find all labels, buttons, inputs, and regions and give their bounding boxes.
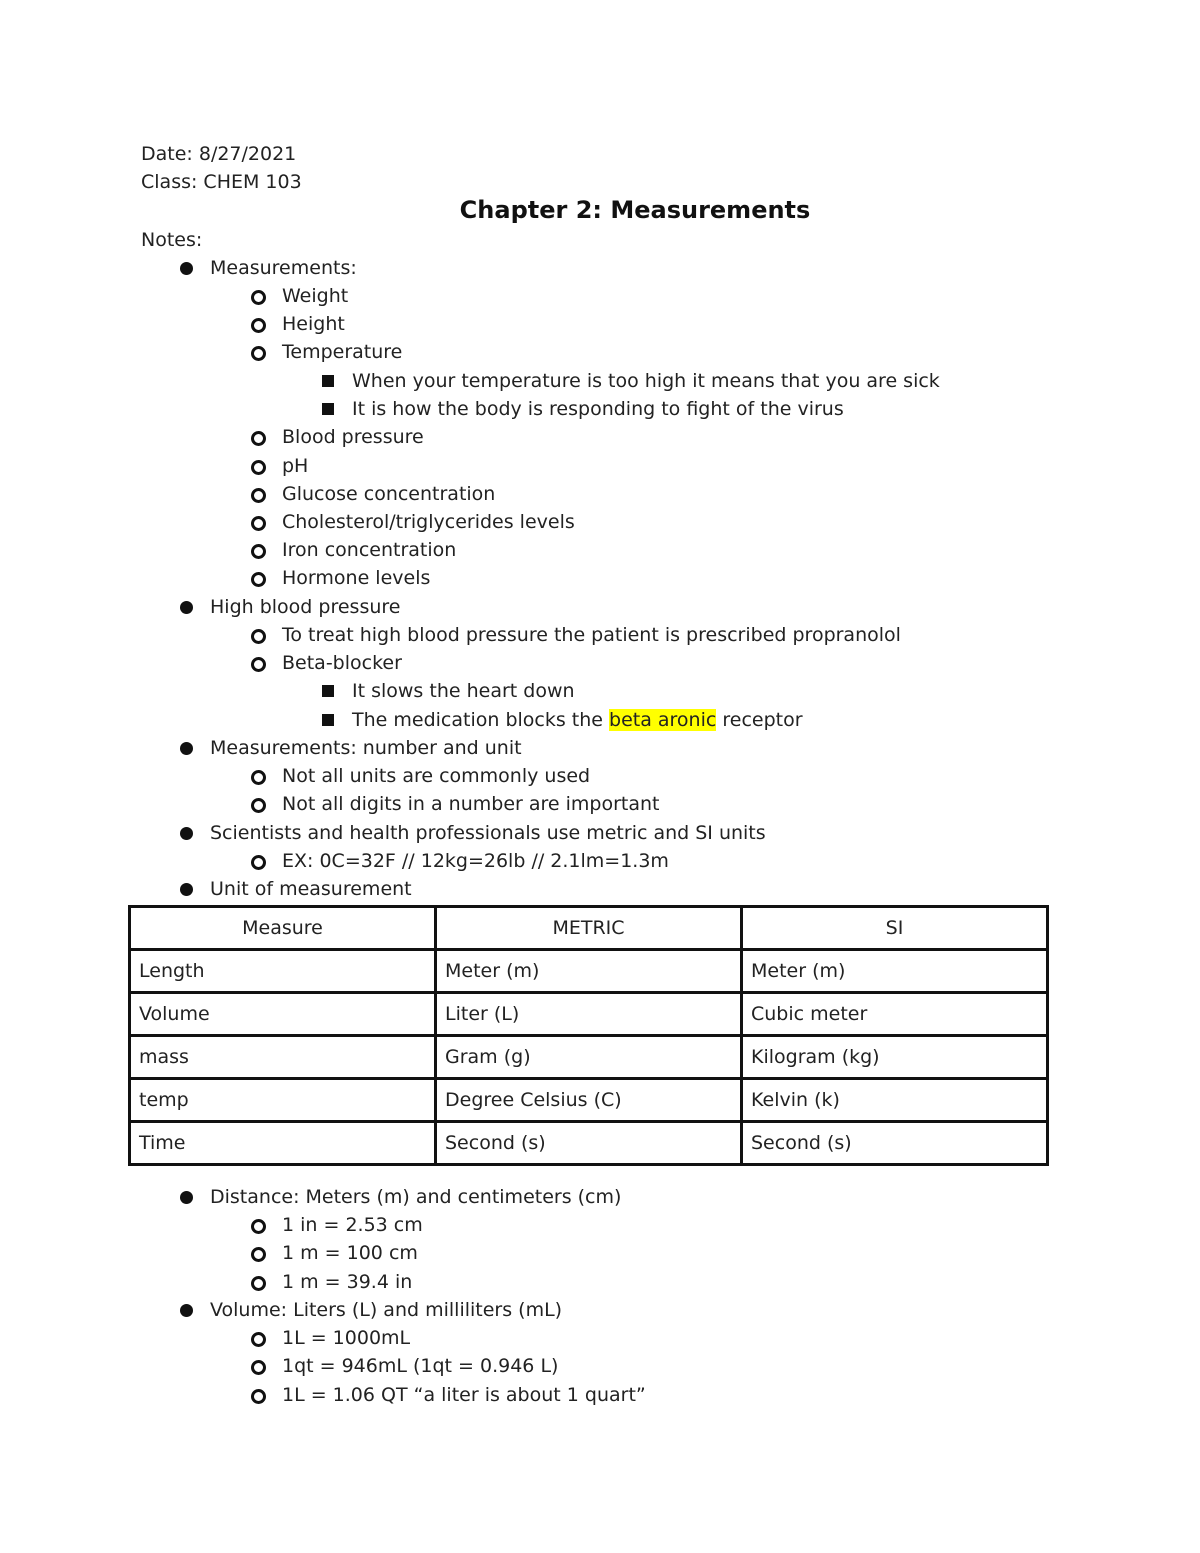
- table-cell: Time: [130, 1122, 436, 1165]
- bullet-circle-icon: [250, 847, 270, 875]
- bullet-circle-icon: [250, 564, 270, 592]
- table-cell: Length: [130, 950, 436, 993]
- bullet-circle-icon: [250, 480, 270, 508]
- table-cell: Gram (g): [436, 1036, 742, 1079]
- bullet-circle-icon: [250, 1352, 270, 1380]
- table-cell: Kilogram (kg): [742, 1036, 1048, 1079]
- bullet-circle-icon: [250, 649, 270, 677]
- table-cell: Meter (m): [436, 950, 742, 993]
- bullet-circle-icon: [250, 282, 270, 310]
- bullet-disc-icon: [178, 593, 198, 621]
- bullet-circle-icon: [250, 621, 270, 649]
- bullet-circle-icon: [250, 310, 270, 338]
- bullet-circle-icon: [250, 1239, 270, 1267]
- table-row: [130, 1036, 1048, 1079]
- table-row: [130, 1122, 1048, 1165]
- table-cell: Cubic meter: [742, 993, 1048, 1036]
- bullet-disc-icon: [178, 734, 198, 762]
- table-row: [130, 1079, 1048, 1122]
- bullet-circle-icon: [250, 1381, 270, 1409]
- bullet-square-icon: [320, 677, 340, 705]
- bullet-disc-icon: [178, 875, 198, 903]
- bullet-circle-icon: [250, 762, 270, 790]
- bullet-circle-icon: [250, 1324, 270, 1352]
- document-page: Date: 8/27/2021 Class: CHEM 103 Chapter 2: Measurements Notes: Measurements: Weight Height Temperature When your temperature is too high it means that you are sick It is how the body is responding to fight of the virus Blood pressure pH Glucose concentration Cholesterol/triglycerides levels Iron concentration Hormone levels High blood pressure To treat high blood pressure the patient is prescribed propranolol Beta-blocker It slows the heart down The medication blocks the beta aronic receptor Measurements: number and unit Not all units are commonly used Not all digits in a number are important Scientists and health professionals use metric and SI units EX: 0C=32F // 12kg=26lb // 2.1lm=1.3m Unit of measurement Measure METRIC SI Length Meter (m) Meter (m) Volume Liter (L) Cubic meter mass Gram (g) Kilogram (kg) temp Degree Celsius (C) Kelvin (k) Time Second (s) Second (s) Distance: Meters (m) and centimeters (cm) 1 in = 2.53 cm 1 m = 100 cm 1 m = 39.4 in Volume: Liters (L) and milliliters (mL) 1L = 1000mL 1qt = 946mL (1qt = 0.946 L) 1L = 1.06 QT “a liter is about 1 quart”: [0, 0, 1200, 1553]
- bullet-circle-icon: [250, 1268, 270, 1296]
- bullet-circle-icon: [250, 536, 270, 564]
- highlighted-text: beta aronic: [609, 709, 717, 731]
- bullet-circle-icon: [250, 508, 270, 536]
- units-table: [128, 905, 1049, 1166]
- table-cell: Degree Celsius (C): [436, 1079, 742, 1122]
- table-cell: Kelvin (k): [742, 1079, 1048, 1122]
- table-row: [130, 950, 1048, 993]
- text-segment: receptor: [716, 709, 803, 731]
- table-cell: Meter (m): [742, 950, 1048, 993]
- table-cell: Second (s): [742, 1122, 1048, 1165]
- bullet-circle-icon: [250, 423, 270, 451]
- text-segment: The medication blocks the: [352, 709, 610, 731]
- page-title: Chapter 2: Measurements: [459, 196, 811, 224]
- table-cell: mass: [130, 1036, 436, 1079]
- date-line: Date: 8/27/2021: [141, 143, 297, 165]
- bullet-disc-icon: [178, 819, 198, 847]
- bullet-disc-icon: [178, 1296, 198, 1324]
- bullet-square-icon: [320, 367, 340, 395]
- bullet-square-icon: [320, 395, 340, 423]
- bullet-circle-icon: [250, 1211, 270, 1239]
- bullet-square-icon: [320, 706, 340, 734]
- notes-label: Notes:: [141, 229, 203, 251]
- table-row: [130, 993, 1048, 1036]
- class-line: Class: CHEM 103: [141, 171, 302, 193]
- table-cell: Liter (L): [436, 993, 742, 1036]
- table-cell: Volume: [130, 993, 436, 1036]
- bullet-disc-icon: [178, 1183, 198, 1211]
- column-header: METRIC: [436, 907, 742, 950]
- table-cell: Second (s): [436, 1122, 742, 1165]
- table-cell: temp: [130, 1079, 436, 1122]
- column-header: SI: [742, 907, 1048, 950]
- bullet-circle-icon: [250, 338, 270, 366]
- bullet-circle-icon: [250, 452, 270, 480]
- bullet-circle-icon: [250, 790, 270, 818]
- column-header: Measure: [130, 907, 436, 950]
- table-header-row: [130, 907, 1048, 950]
- bullet-disc-icon: [178, 254, 198, 282]
